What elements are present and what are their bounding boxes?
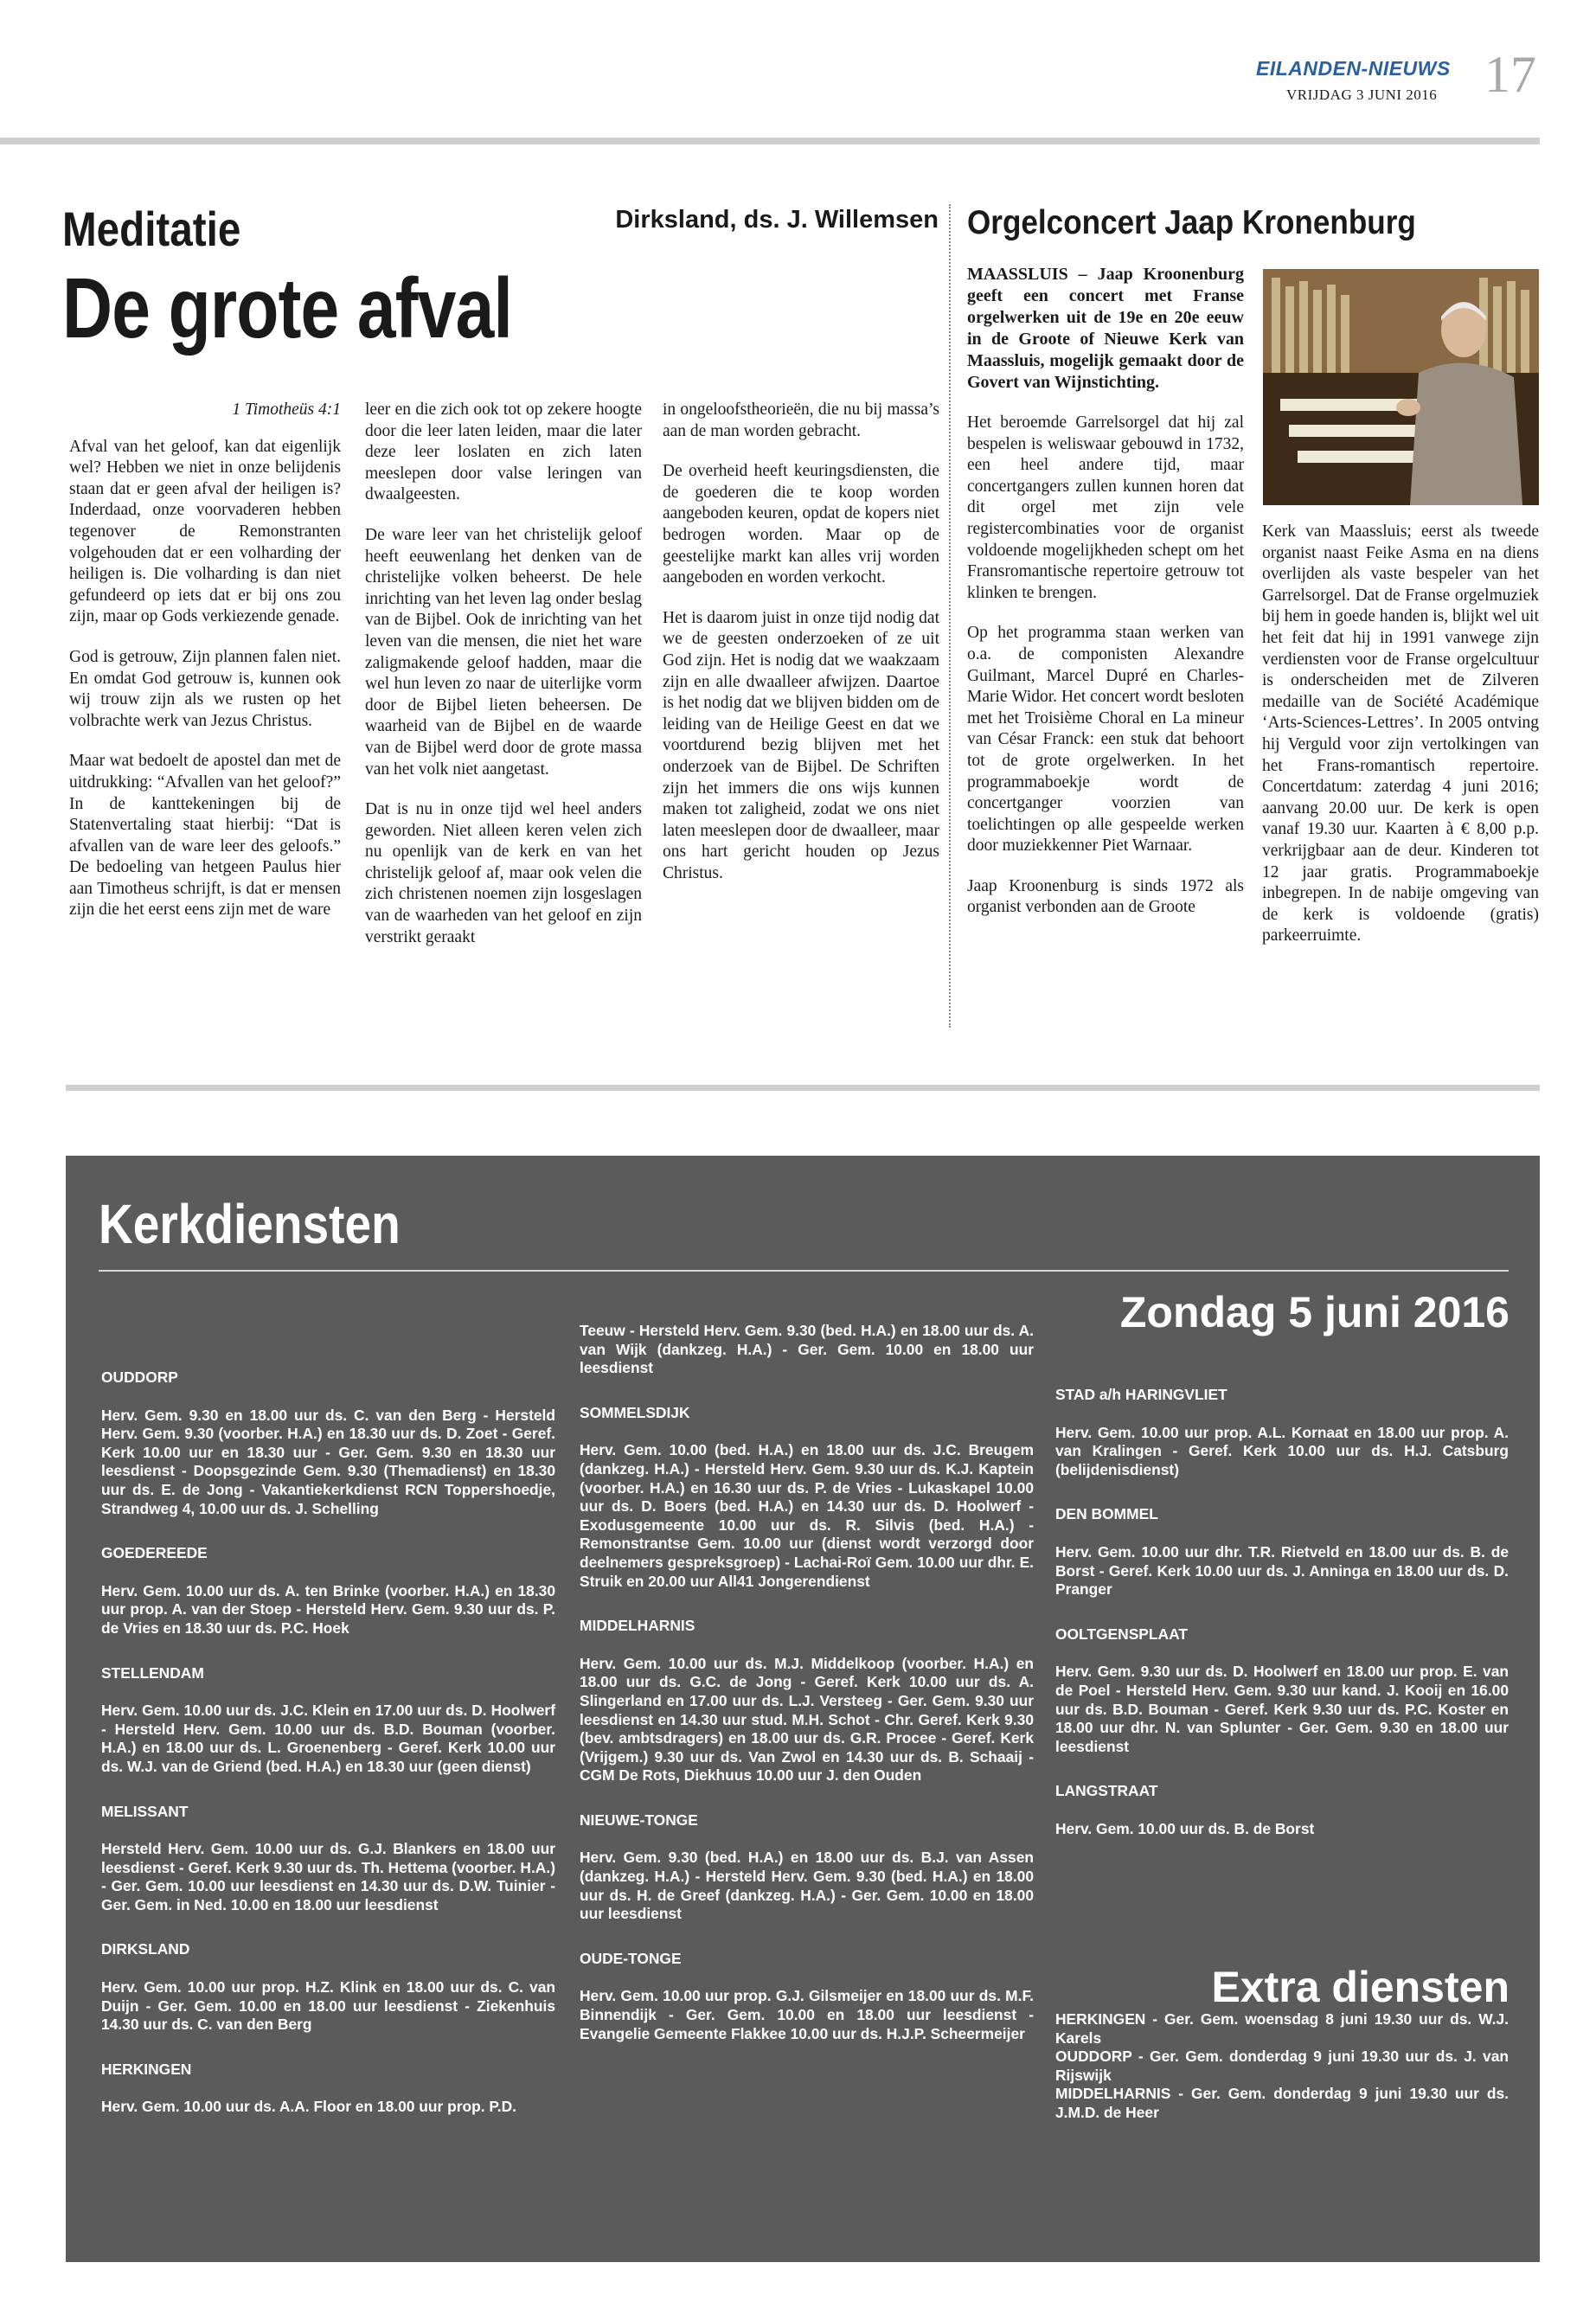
place-heading: NIEUWE-TONGE: [580, 1811, 698, 1829]
paragraph: Het is daarom juist in onze tijd nodig dat we de geesten onderzoeken of ze uit God zijn. Het is nodig dat we waakzaam zijn en alle dwaalleer afwijzen. Daartoe is het nodig dat we blijven bidden om de leiding van de Heilige Geest en dat we voortdurend bezig blijven met het onderzoek van de Bijbel. De Schriften zijn het immers die ons wijs kunnen maken tot zaligheid, zodat we ons niet laten meeslepen door de dwaalleer, maar ons hart gericht houden op Jezus Christus.: [663, 608, 939, 882]
place-heading: LANGSTRAAT: [1055, 1782, 1158, 1800]
place-heading: SOMMELSDIJK: [580, 1403, 690, 1421]
service-listing: Herv. Gem. 10.00 uur ds. A.A. Floor en 18.00 uur prop. P.D.: [101, 2098, 516, 2116]
top-divider: [0, 138, 1540, 144]
kerkdiensten-rule: [99, 1270, 1509, 1272]
article-column-3: [663, 400, 939, 903]
extra-service-item: OUDDORP - Ger. Gem. donderdag 9 juni 19.30 uur ds. J. van Rijswijk: [1055, 2048, 1509, 2084]
place-heading: OUDE-TONGE: [580, 1949, 682, 1967]
orgel-lead: MAASSLUIS – Jaap Kroonenburg geeft een concert met Franse orgelwerken uit de 19e en 20e eeuw in de Groote of Nieuwe Kerk van Maassluis, mogelijk gemaakt door de Govert van Wijnstichting.: [967, 265, 1244, 392]
service-listing: Herv. Gem. 9.30 uur ds. D. Hoolwerf en 18.00 uur prop. E. van de Poel - Hersteld Herv. Gem. 9.30 uur kand. J. Kooij en 16.00 uur ds. B.D. Bouman - Geref. Kerk 9.30 uur ds. P.C. Koster en 18.00 uur dhr. N. van Splunter - Ger. Gem. 9.30 en 18.00 uur leesdienst: [1055, 1663, 1509, 1755]
section-divider: [66, 1085, 1540, 1091]
place-heading: OOLTGENSPLAAT: [1055, 1625, 1188, 1643]
article-column-2: [365, 400, 642, 967]
service-listing: Herv. Gem. 10.00 uur dhr. T.R. Rietveld en 18.00 uur ds. B. de Borst - Geref. Kerk 10.00 uur ds. J. Anninga en 18.00 uur ds. D. Pranger: [1055, 1542, 1509, 1599]
orgel-column-1: [967, 264, 1244, 938]
paragraph: Afval van het geloof, kan dat eigenlijk wel? Hebben we niet in onze belijdenis staan dat er geen afval der heiligen is? Inderdaad, onze voorvaderen hebben tegenover de Remonstranten volgehouden dat er een volharding der heiligen is. Die volharding is dan niet gefundeerd op iets dat er bij ons zou zijn, maar op Gods verkiezende genade.: [69, 437, 341, 626]
place-heading: OUDDORP: [101, 1368, 178, 1386]
paragraph: Dat is nu in onze tijd wel heel anders geworden. Niet alleen keren velen zich nu openlijk van de kerk en van het christelijk geloof af, maar ook velen die zich christenen noemen zijn losgeslagen van de waarheden van het geloof en zijn verstrikt geraakt: [365, 800, 642, 946]
extra-service-item: HERKINGEN - Ger. Gem. woensdag 8 juni 19.30 uur ds. W.J. Karels: [1055, 2010, 1509, 2047]
service-listing: Herv. Gem. 10.00 uur prop. G.J. Gilsmeijer en 18.00 uur ds. M.F. Binnendijk - Ger. Gem. 10.00 en 18.00 uur leesdienst - Evangelie Gemeente Flakkee 10.00 uur ds. H.J.P. Scheermeijer: [580, 1987, 1034, 2042]
service-listing: Herv. Gem. 10.00 uur prop. H.Z. Klink en 18.00 uur ds. C. van Duijn - Ger. Gem. 10.00 en 18.00 uur leesdienst - Ziekenhuis 14.30 uur ds. C. van den Berg: [101, 1978, 555, 2034]
place-heading: HERKINGEN: [101, 2060, 192, 2078]
service-listing: Herv. Gem. 9.30 en 18.00 uur ds. C. van den Berg - Hersteld Herv. Gem. 9.30 (voorber. H.A.) en 18.30 uur ds. D. Zoet - Geref. Kerk 10.00 uur en 18.30 uur - Ger. Gem. 9.30 en 18.30 uur leesdienst - Doopsgezinde Gem. 9.30 (Themadienst) en 18.30 uur ds. E. de Jong - Vakantiekerkdienst RCN Toppershoedje, Strandweg 4, 10.00 uur ds. J. Schelling: [101, 1406, 555, 1517]
place-heading: STAD a/h HARINGVLIET: [1055, 1386, 1227, 1403]
service-listing: Herv. Gem. 10.00 uur ds. A. ten Brinke (voorber. H.A.) en 18.30 uur prop. A. van der Stoep - Hersteld Herv. Gem. 9.30 uur ds. P. de Vries en 18.30 uur ds. P.C. Hoek: [101, 1581, 555, 1637]
service-listing: Herv. Gem. 10.00 uur ds. J.C. Klein en 17.00 uur ds. D. Hoolwerf - Hersteld Herv. Gem. 10.00 uur ds. B.D. Bouman (voorber. H.A.) en 18.00 uur ds. L. Groenenberg - Geref. Kerk 10.00 uur ds. W.J. van de Griend (bed. H.A.) en 18.30 uur (geen dienst): [101, 1702, 555, 1775]
paragraph: Maar wat bedoelt de apostel dan met de uitdrukking: “Afvallen van het geloof?” In de kanttekeningen bij de Statenvertaling staat hierbij: “Dat is afvallen van de ware leer des geloofs.” De bedoeling van hetgeen Paulus hier aan Timotheus schrijft, is dat er mensen zijn die het eerst eens zijn met de ware: [69, 752, 341, 920]
paragraph: Het beroemde Garrelsorgel dat hij zal bespelen is weliswaar gebouwd in 1732, een heel andere tijd, maar concertgangers zullen kunnen horen dat dit orgel met zijn vele registercombinaties voor de organist voldoende mogelijkheden schept om het Fransromantische repertoire getrouw tot klinken te brengen.: [967, 413, 1244, 602]
issue-date: VRIJDAG 3 JUNI 2016: [1286, 87, 1438, 103]
article-column-1: [69, 400, 341, 940]
article-headline: De grote afval: [62, 260, 512, 356]
extra-services-title: Extra diensten: [1211, 1963, 1509, 2011]
place-heading: MELISSANT: [101, 1802, 189, 1820]
newspaper-logo: EILANDEN-NIEUWS: [1256, 57, 1451, 80]
paragraph: in ongeloofstheorieën, die nu bij massa’s aan de man worden gebracht.: [663, 401, 939, 440]
section-kicker: Meditatie: [62, 202, 241, 256]
service-listing: Herv. Gem. 10.00 uur ds. M.J. Middelkoop (voorber. H.A.) en 18.00 uur ds. G.C. de Jong - Geref. Kerk 10.00 uur ds. A. Slingerland en 17.00 uur ds. L.J. Versteeg - Ger. Gem. 9.30 uur leesdienst en 14.30 uur stud. M.H. Schot - Chr. Geref. Kerk 9.30 (bev. ambtsdragers) en 18.00 uur ds. G.R. Procee - Geref. Kerk (Vrijgem.) 9.30 uur ds. Van Zwol en 14.30 uur ds. B. Schaaij - CGM De Rots, Diekhuus 10.00 uur J. den Ouden: [580, 1654, 1034, 1785]
article-byline: Dirksland, ds. J. Willemsen: [615, 206, 939, 234]
service-date: Zondag 5 juni 2016: [1119, 1288, 1509, 1336]
service-listing: Hersteld Herv. Gem. 10.00 uur ds. G.J. Blankers en 18.00 uur leesdienst - Geref. Kerk 9.30 uur ds. Th. Hettema (voorber. H.A.) - Ger. Gem. 10.00 uur leesdienst en 14.30 uur ds. D.W. Tuinier - Ger. Gem. in Ned. 10.00 en 18.00 uur leesdienst: [101, 1840, 555, 1913]
place-heading: STELLENDAM: [101, 1663, 204, 1682]
paragraph: De overheid heeft keuringsdiensten, die de goederen die te koop worden aangeboden keuren, opdat de kopers niet bedrogen worden. Maar op de geestelijke markt kan alles vrij worden aangeboden en worden verkocht.: [663, 462, 939, 587]
kerkdiensten-title: Kerkdiensten: [99, 1193, 401, 1255]
paragraph: leer en die zich ook tot op zekere hoogte door die leer laten leiden, maar die later deze leer loslaten en zich laten meeslepen door valse leringen van dwaalgeesten.: [365, 401, 642, 504]
services-column-3: [1055, 1386, 1509, 1865]
place-heading: DEN BOMMEL: [1055, 1505, 1158, 1523]
place-heading: MIDDELHARNIS: [580, 1617, 695, 1635]
paragraph: God is getrouw, Zijn plannen falen niet. En omdat God getrouw is, kunnen ook wij trouw zijn als we rusten op het volbrachte werk van Jezus Christus.: [69, 647, 341, 730]
paragraph: Op het programma staan werken van o.a. de componisten Alexandre Guilmant, Marcel Dupré en Charles-Marie Widor. Het concert wordt besloten met het Troisième Choral en La mineur van César Franck: een stuk dat behoort tot de grote orgelwerken. In het programmaboekje wordt de concertganger voorzien van toelichtingen op alle gespeelde werken door muziekkenner Piet Warnaar.: [967, 624, 1244, 856]
service-listing: Teeuw - Hersteld Herv. Gem. 9.30 (bed. H.A.) en 18.00 uur ds. A. van Wijk (dankzeg. H.A.) - Ger. Gem. 10.00 en 18.00 uur leesdienst: [580, 1322, 1034, 1377]
paragraph: Kerk van Maassluis; eerst als tweede organist naast Feike Asma en na diens overlijden als vaste bespeler van het Garrelsorgel. Dat de Franse orgelmuziek bij hem in goede handen is, blijkt wel uit het feit dat hij in 1991 vanwege zijn verdiensten voor de Franse orgelcultuur is onderscheiden met de Zilveren medaille van de Société Académique ‘Arts-Sciences-Lettres’. In 2005 ontving hij Verguld voor zijn vertolkingen van het Frans-romantisch repertoire. Concertdatum: zaterdag 4 juni 2016; aanvang 20.00 uur. De kerk is open vanaf 19.30 uur. Kaarten à € 8,00 p.p. verkrijgbaar aan de deur. Kinderen tot 12 jaar gratis. Programmaboekje inbegrepen. In de nabije omgeving van de kerk is voldoende (gratis) parkeerruimte.: [1262, 522, 1539, 945]
services-column-2: [580, 1322, 1034, 2069]
bible-reference: 1 Timotheüs 4:1: [232, 401, 341, 419]
paragraph: De ware leer van het christelijk geloof heeft eeuwenlang het denken van de christelijke volken beheerst. De hele inrichting van het leven lag onder beslag van de Bijbel. Ook de inrichting van het leven van die mensen, die niet het ware zaligmakende geloof hadden, maar die wel hun leven zo naar de uiterlijke vorm door de Bijbel lieten beheersen. De waarheid van de Bijbel en de waarde van de Bijbel werd door de grote massa van het volk niet aangetast.: [365, 525, 642, 779]
page-number: 17: [1484, 46, 1536, 103]
services-column-1: [101, 1368, 555, 2143]
organist-photo: [1263, 269, 1539, 505]
extra-services-list: [1055, 2010, 1509, 2123]
place-heading: GOEDEREEDE: [101, 1544, 208, 1562]
orgel-headline: Orgelconcert Jaap Kronenburg: [967, 204, 1416, 241]
service-listing: Herv. Gem. 9.30 (bed. H.A.) en 18.00 uur ds. B.J. van Assen (dankzeg. H.A.) - Hersteld Herv. Gem. 9.30 (bed. H.A.) en 18.00 uur ds. H. de Greef (dankzeg. H.A.) - Ger. Gem. 10.00 en 18.00 uur leesdienst: [580, 1849, 1034, 1923]
orgel-column-2: [1262, 522, 1539, 966]
service-listing: Herv. Gem. 10.00 (bed. H.A.) en 18.00 uur ds. J.C. Breugem (dankzeg. H.A.) - Hersteld Herv. Gem. 9.30 uur ds. K.J. Kaptein (voorber. H.A.) en 16.30 uur ds. P. de Vries - Lukaskapel 10.00 uur ds. D. Boers (bed. H.A.) en 14.30 uur ds. D. Hoolwerf - Exodusgemeente 10.00 uur ds. R. Silvis (bed. H.A.) - Remonstrantse Gem. 10.00 uur (dienst wordt verzorgd door deelnemers gespreksgroep) - Lachai-Roï Gem. 10.00 uur dhr. E. Struik en 20.00 uur All41 Jongerendienst: [580, 1441, 1034, 1590]
paragraph: Jaap Kroonenburg is sinds 1972 als organist verbonden aan de Groote: [967, 876, 1244, 917]
column-separator: [949, 204, 951, 1028]
extra-service-item: MIDDELHARNIS - Ger. Gem. donderdag 9 juni 19.30 uur ds. J.M.D. de Heer: [1055, 2085, 1509, 2121]
place-heading: DIRKSLAND: [101, 1940, 190, 1958]
service-listing: Herv. Gem. 10.00 uur prop. A.L. Kornaat en 18.00 uur prop. A. van Kralingen - Geref. Kerk 10.00 uur ds. H.J. Catsburg (belijdenisdienst): [1055, 1423, 1509, 1478]
service-listing: Herv. Gem. 10.00 uur ds. B. de Borst: [1055, 1819, 1315, 1837]
